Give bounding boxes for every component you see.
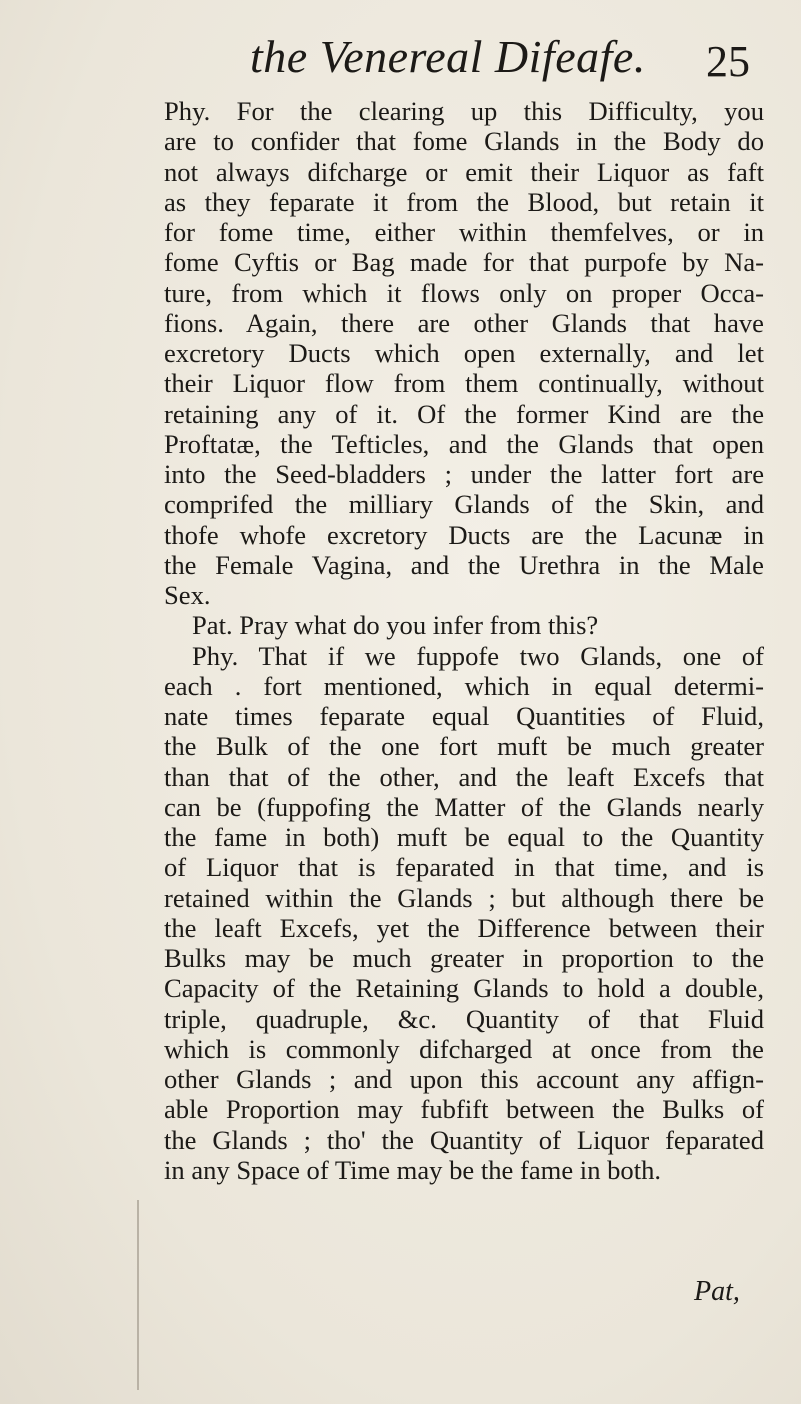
text-line: not always difcharge or emit their Liquor as faft (164, 156, 764, 187)
text-line: retained within the Glands ; but although there be (164, 882, 764, 913)
running-head (0, 30, 801, 90)
text-line: nate times feparate equal Quantities of Fluid, (164, 701, 764, 731)
text-line: able Proportion may fubfift between the Bulks of (164, 1094, 764, 1125)
text-line: retaining any of it. Of the former Kind are the (164, 398, 764, 429)
text-line: Phy. That if we fuppofe two Glands, one of (192, 640, 764, 671)
text-line: triple, quadruple, &c. Quantity of that Fluid (164, 1003, 764, 1034)
text-line: into the Seed-bladders ; under the latter fort are (164, 459, 764, 489)
text-line: other Glands ; and upon this account any affign- (164, 1064, 764, 1094)
text-line: each . fort mentioned, which in equal determi- (164, 670, 764, 701)
text-line: Proftatæ, the Tefticles, and the Glands that open (164, 428, 764, 459)
body-text (164, 96, 764, 1185)
text-line: as they feparate it from the Blood, but retain it (164, 186, 764, 217)
text-line: their Liquor flow from them continually, without (164, 368, 764, 399)
text-line: Bulks may be much greater in proportion to the (164, 943, 764, 973)
text-line: comprifed the milliary Glands of the Skin, and (164, 489, 764, 520)
text-line: Phy. For the clearing up this Difficulty, you (164, 96, 764, 126)
text-line: fions. Again, there are other Glands that have (164, 307, 764, 338)
paragraph (164, 96, 764, 610)
text-line: Capacity of the Retaining Glands to hold a double, (164, 973, 764, 1004)
text-line: excretory Ducts which open externally, and let (164, 338, 764, 368)
text-line: the fame in both) muft be equal to the Quantity (164, 822, 764, 852)
paragraph (164, 641, 764, 1186)
text-line: fome Cyftis or Bag made for that purpofe by Na- (164, 247, 764, 278)
text-line: Pat. Pray what do you infer from this? (192, 610, 599, 641)
text-line: for fome time, either within themfelves, or in (164, 217, 764, 247)
catchword: Pat, (694, 1276, 740, 1307)
text-line: which is commonly difcharged at once from the (164, 1033, 764, 1064)
text-line: the Female Vagina, and the Urethra in the Male (164, 549, 764, 580)
text-line: the leaft Excefs, yet the Difference between their (164, 912, 764, 943)
page-number: 25 (706, 37, 750, 86)
text-line: than that of the other, and the leaft Excefs that (164, 761, 764, 792)
text-line: can be (fuppofing the Matter of the Glands nearly (164, 791, 764, 822)
text-line: ture, from which it flows only on proper Occa- (164, 277, 764, 308)
paragraph (164, 610, 764, 640)
text-line: are to confider that fome Glands in the Body do (164, 126, 764, 157)
text-line: in any Space of Time may be the fame in both. (164, 1154, 662, 1185)
binding-gutter-shadow (137, 1200, 139, 1390)
text-line: thofe whofe excretory Ducts are the Lacunæ in (164, 519, 764, 550)
running-head-title: the Venereal Difeafe. (250, 31, 646, 82)
text-line: the Glands ; tho' the Quantity of Liquor feparated (164, 1124, 764, 1155)
text-line: Sex. (164, 580, 211, 610)
text-line: of Liquor that is feparated in that time, and is (164, 852, 764, 883)
text-line: the Bulk of the one fort muft be much greater (164, 731, 764, 762)
